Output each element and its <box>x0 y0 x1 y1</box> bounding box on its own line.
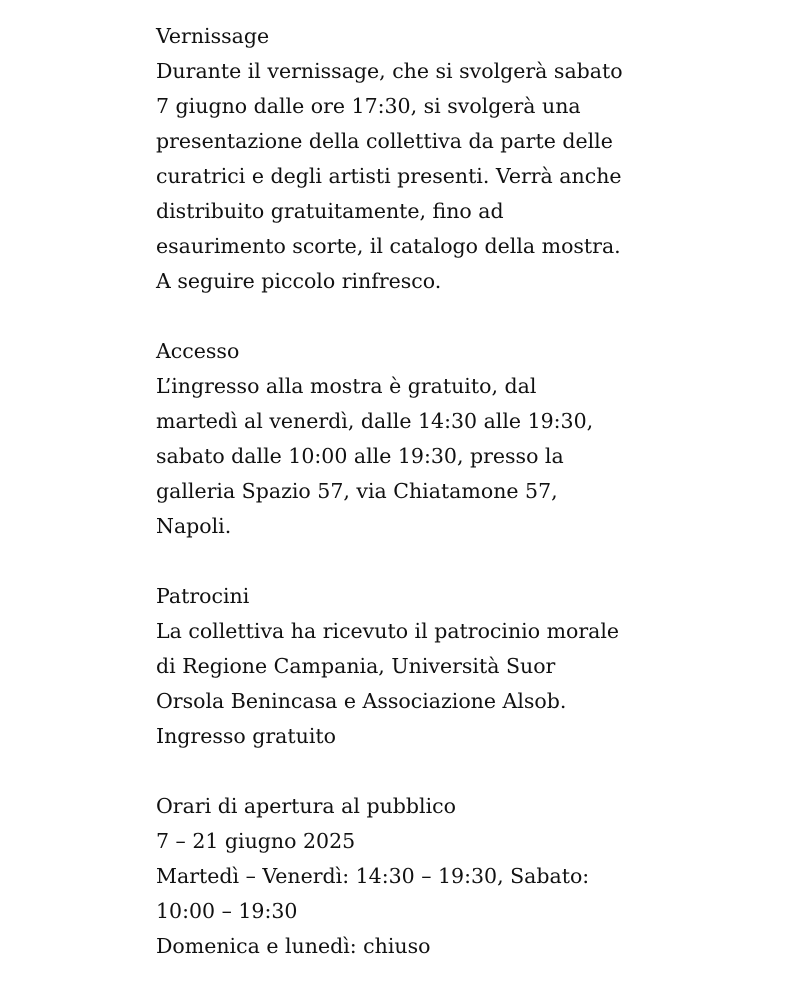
paragraph-line: distribuito gratuitamente, fino ad <box>156 199 504 223</box>
paragraph-line: L’ingresso alla mostra è gratuito, dal <box>156 374 537 398</box>
section-heading: Accesso <box>156 339 240 363</box>
paragraph-line: A seguire piccolo rinfresco. <box>156 269 442 293</box>
paragraph-line: presentazione della collettiva da parte delle <box>156 129 613 153</box>
paragraph-line: Durante il vernissage, che si svolgerà sabato <box>156 59 623 83</box>
section-accesso <box>156 334 786 544</box>
section-vernissage <box>156 19 786 299</box>
paragraph-line: Napoli. <box>156 514 232 538</box>
section-heading: Orari di apertura al pubblico <box>156 794 456 818</box>
paragraph-line: curatrici e degli artisti presenti. Verrà anche <box>156 164 622 188</box>
paragraph-line: 7 – 21 giugno 2025 <box>156 829 356 853</box>
paragraph-line: Martedì – Venerdì: 14:30 – 19:30, Sabato: <box>156 864 590 888</box>
document-body <box>156 19 786 964</box>
paragraph-line: 7 giugno dalle ore 17:30, si svolgerà una <box>156 94 581 118</box>
paragraph-line: sabato dalle 10:00 alle 19:30, presso la <box>156 444 564 468</box>
section-patrocini <box>156 579 786 754</box>
section-heading: Patrocini <box>156 584 250 608</box>
paragraph-line: 10:00 – 19:30 <box>156 899 298 923</box>
paragraph-line: Domenica e lunedì: chiuso <box>156 934 431 958</box>
section-orari <box>156 789 786 964</box>
paragraph-line: Orsola Benincasa e Associazione Alsob. <box>156 689 567 713</box>
paragraph-line: esaurimento scorte, il catalogo della mostra. <box>156 234 621 258</box>
paragraph-line: Ingresso gratuito <box>156 724 336 748</box>
section-heading: Vernissage <box>156 24 270 48</box>
paragraph-line: di Regione Campania, Università Suor <box>156 654 556 678</box>
paragraph-line: galleria Spazio 57, via Chiatamone 57, <box>156 479 558 503</box>
paragraph-line: martedì al venerdì, dalle 14:30 alle 19:30, <box>156 409 594 433</box>
paragraph-line: La collettiva ha ricevuto il patrocinio morale <box>156 619 620 643</box>
